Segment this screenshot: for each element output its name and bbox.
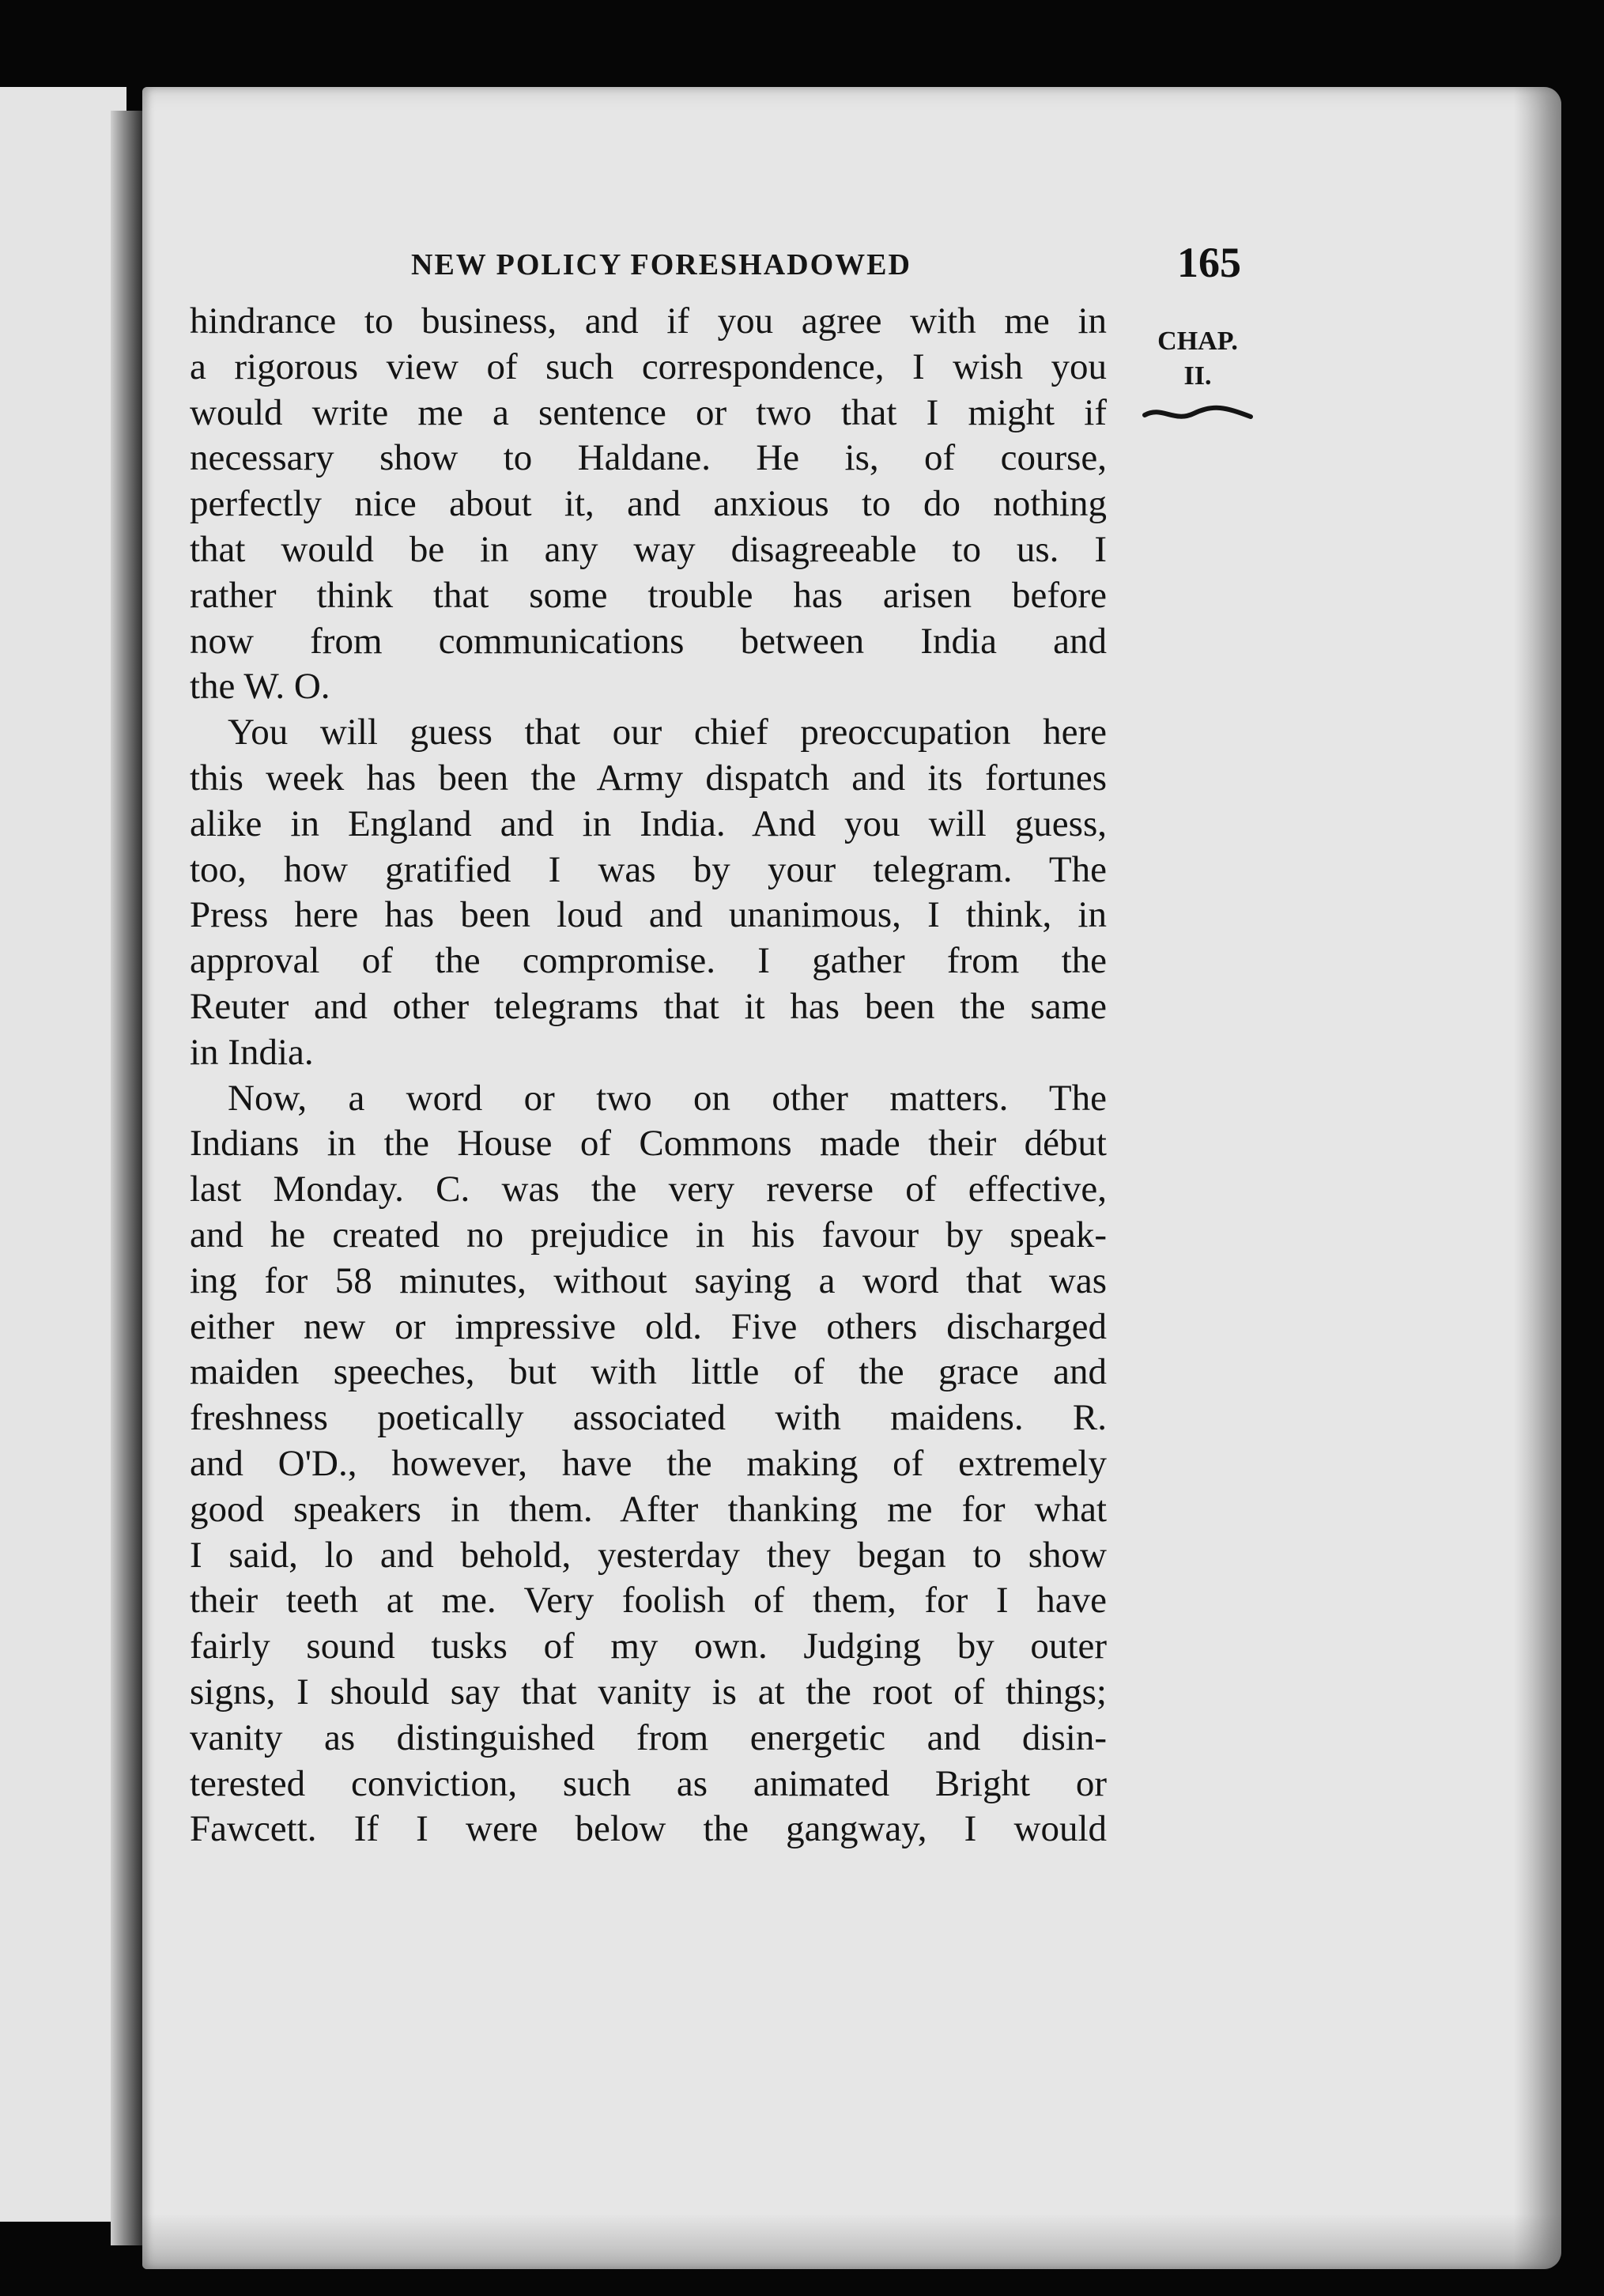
text-line: Reuter and other telegrams that it has been the same — [190, 985, 1107, 1027]
text-line: freshness poetically associated with maidens. R. — [190, 1397, 1107, 1439]
text-line: signs, I should say that vanity is at the root of things; — [190, 1671, 1107, 1713]
ornament-swash-icon — [1138, 399, 1257, 431]
text-line: a rigorous view of such correspondence, I wish you — [190, 346, 1107, 387]
text-line: hindrance to business, and if you agree with me in — [190, 300, 1107, 342]
text-line: Press here has been loud and unanimous, I think, in — [190, 894, 1107, 936]
margin-note-number: II. — [1183, 361, 1212, 391]
page-header — [411, 233, 1241, 289]
text-line: necessary show to Haldane. He is, of course, — [190, 437, 1107, 479]
text-line: Indians in the House of Commons made their début — [190, 1123, 1107, 1165]
text-line: and O'D., however, have the making of extremely — [190, 1442, 1107, 1484]
gutter-shadow — [111, 111, 144, 2245]
text-line: ing for 58 minutes, without saying a word that was — [190, 1259, 1107, 1301]
paragraph-start: You will guess that our chief preoccupation here — [228, 712, 1107, 753]
text-line: the W. O. — [190, 666, 330, 708]
text-line: and he created no prejudice in his favour by speak- — [190, 1214, 1107, 1256]
text-line: now from communications between India and — [190, 620, 1107, 662]
page-bottom-shadow — [142, 2214, 1561, 2269]
chapter-margin-note — [1138, 324, 1257, 394]
previous-page-edge — [0, 87, 126, 2222]
text-line: would write me a sentence or two that I might if — [190, 391, 1107, 433]
text-line: too, how gratified I was by your telegram. The — [190, 848, 1107, 890]
running-head: NEW POLICY FORESHADOWED — [411, 248, 911, 281]
text-line: alike in England and in India. And you will guess, — [190, 802, 1107, 844]
text-line: rather think that some trouble has arisen before — [190, 574, 1107, 616]
text-line: perfectly nice about it, and anxious to do nothing — [190, 483, 1107, 525]
text-line: I said, lo and behold, yesterday they began to show — [190, 1534, 1107, 1576]
text-line: in India. — [190, 1031, 314, 1073]
text-line: terested conviction, such as animated Bright or — [190, 1762, 1107, 1804]
text-line: maiden speeches, but with little of the grace and — [190, 1351, 1107, 1393]
page-edge-shadow — [1514, 87, 1561, 2269]
body-text — [190, 299, 1107, 1852]
text-line: fairly sound tusks of my own. Judging by outer — [190, 1626, 1107, 1667]
page-number: 165 — [1177, 239, 1241, 286]
text-line: approval of the compromise. I gather from the — [190, 940, 1107, 982]
text-line: either new or impressive old. Five others discharged — [190, 1305, 1107, 1347]
text-line: Fawcett. If I were below the gangway, I would — [190, 1808, 1107, 1850]
text-line: their teeth at me. Very foolish of them, for I have — [190, 1580, 1107, 1622]
text-line: this week has been the Army dispatch and its fortunes — [190, 757, 1107, 799]
text-line: last Monday. C. was the very reverse of effective, — [190, 1169, 1107, 1210]
margin-note-chap: CHAP. — [1157, 327, 1238, 356]
text-line: good speakers in them. After thanking me for what — [190, 1488, 1107, 1530]
paragraph-start: Now, a word or two on other matters. The — [228, 1077, 1107, 1119]
text-line: vanity as distinguished from energetic and disin- — [190, 1716, 1107, 1758]
text-line: that would be in any way disagreeable to us. I — [190, 528, 1107, 570]
